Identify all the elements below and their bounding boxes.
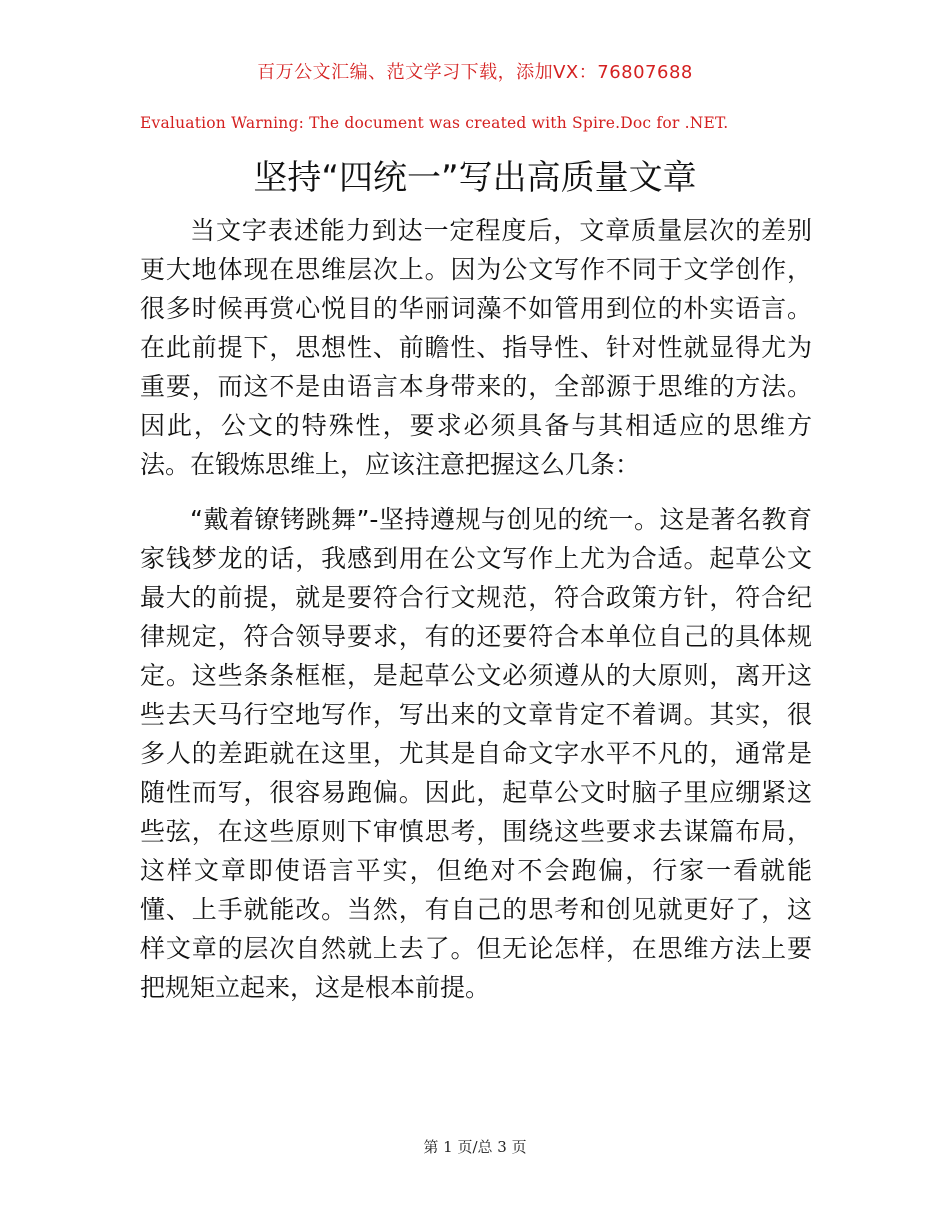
body-paragraph-2: “戴着镣铐跳舞”-坚持遵规与创见的统一。这是著名教育家钱梦龙的话，我感到用在公文写作上尤为合适。起草公文最大的前提，就是要符合行文规范，符合政策方针，符合纪律规定，符合领导要求，有的还要符合本单位自己的具体规定。这些条条框框，是起草公文必须遵从的大原则，离开这些去天马行空地写作，写出来的文章肯定不着调。其实，很多人的差距就在这里，尤其是自命文字水平不凡的，通常是随性而写，很容易跑偏。因此，起草公文时脑子里应绷紧这些弦，在这些原则下审慎思考，围绕这些要求去谋篇布局，这样文章即使语言平实，但绝对不会跑偏，行家一看就能懂、上手就能改。当然，有自己的思考和创见就更好了，这样文章的层次自然就上去了。但无论怎样，在思维方法上要把规矩立起来，这是根本前提。: [140, 505, 812, 1002]
evaluation-warning: Evaluation Warning: The document was created with Spire.Doc for .NET.: [140, 114, 729, 132]
document-title: 坚持“四统一”写出高质量文章: [253, 158, 697, 198]
document-body: [140, 211, 812, 1007]
body-paragraph-1: 当文字表述能力到达一定程度后，文章质量层次的差别更大地体现在思维层次上。因为公文写作不同于文学创作，很多时候再赏心悦目的华丽词藻不如管用到位的朴实语言。在此前提下，思想性、前瞻性、指导性、针对性就显得尤为重要，而这不是由语言本身带来的，全部源于思维的方法。因此，公文的特殊性，要求必须具备与其相适应的思维方法。在锻炼思维上，应该注意把握这么几条：: [140, 216, 812, 479]
page-number: 第 1 页/总 3 页: [423, 1138, 527, 1156]
header-banner: 百万公文汇编、范文学习下载，添加VX：76807688: [257, 62, 693, 83]
